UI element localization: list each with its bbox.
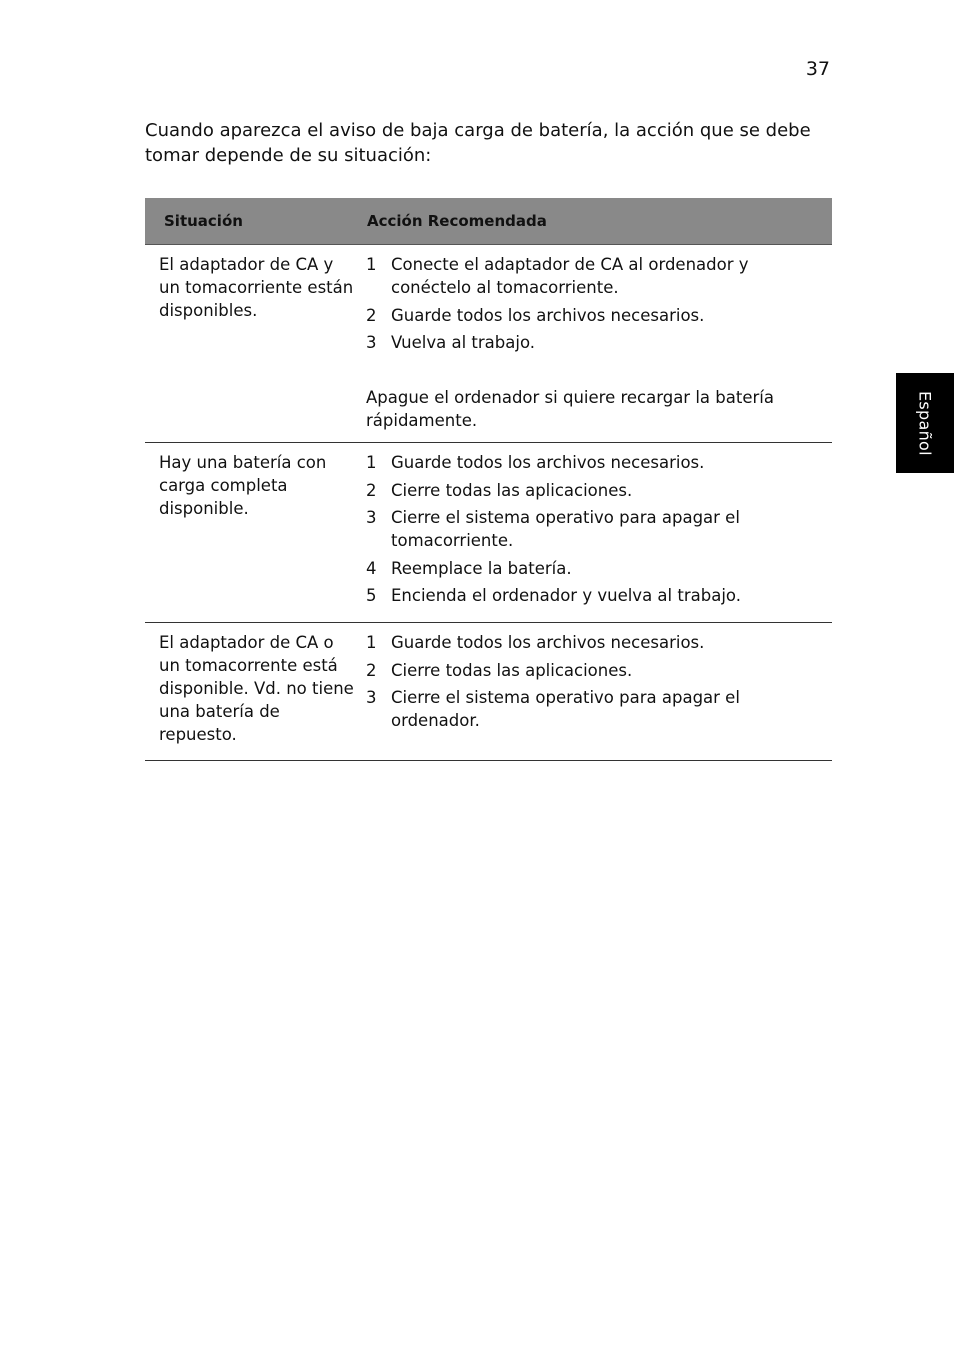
step-text: Cierre todas las aplicaciones.	[391, 660, 633, 680]
step-text: Guarde todos los archivos necesarios.	[391, 453, 705, 472]
step-item	[366, 304, 820, 327]
table-row	[145, 623, 832, 761]
step-number: 1	[366, 255, 377, 274]
header-action: Acción Recomendada	[367, 212, 547, 230]
step-item	[366, 451, 820, 474]
battery-action-table	[145, 198, 832, 761]
step-number: 2	[366, 480, 377, 500]
situation-cell: Hay una batería con carga completa disponible.	[159, 453, 327, 518]
step-item	[366, 557, 820, 580]
page-number: 37	[805, 58, 830, 80]
step-item	[366, 331, 820, 354]
step-number: 1	[366, 633, 377, 652]
steps-list	[366, 451, 820, 607]
header-situation: Situación	[164, 212, 243, 230]
step-number: 5	[366, 586, 377, 605]
step-number: 1	[366, 453, 377, 472]
step-item	[366, 631, 820, 654]
step-text: Conecte el adaptador de CA al ordenador y conéctelo al tomacorriente.	[391, 255, 749, 297]
step-text: Cierre todas las aplicaciones.	[391, 480, 633, 500]
step-number: 4	[366, 558, 377, 578]
step-item	[366, 479, 820, 502]
step-number: 2	[366, 305, 377, 325]
step-text: Cierre el sistema operativo para apagar el ordenador.	[391, 688, 740, 730]
action-cell	[366, 623, 832, 760]
step-text: Cierre el sistema operativo para apagar el tomacorriente.	[391, 508, 740, 550]
step-number: 3	[366, 688, 377, 707]
step-text: Encienda el ordenador y vuelva al trabajo.	[391, 586, 741, 605]
intro-paragraph: Cuando aparezca el aviso de baja carga de batería, la acción que se debe tomar depende de su situación:	[145, 120, 811, 166]
step-item	[366, 659, 820, 682]
step-number: 3	[366, 508, 377, 527]
step-item	[366, 584, 820, 607]
situation-cell: El adaptador de CA o un tomacorrente está disponible. Vd. no tiene una batería de repuesto.	[159, 633, 354, 744]
situation-cell: El adaptador de CA y un tomacorriente están disponibles.	[159, 255, 354, 320]
step-item	[366, 686, 820, 732]
language-tab	[896, 373, 954, 473]
step-text: Guarde todos los archivos necesarios.	[391, 633, 705, 652]
step-number: 3	[366, 333, 377, 352]
steps-list	[366, 631, 820, 732]
step-item	[366, 253, 820, 299]
step-text: Reemplace la batería.	[391, 558, 572, 578]
language-tab-label: Español	[915, 390, 935, 456]
action-cell	[366, 245, 832, 442]
table-header	[145, 198, 832, 245]
step-item	[366, 506, 820, 552]
step-number: 2	[366, 660, 377, 680]
action-cell	[366, 443, 832, 622]
steps-list	[366, 253, 820, 354]
step-text: Vuelva al trabajo.	[391, 333, 536, 352]
table-row	[145, 443, 832, 623]
action-note: Apague el ordenador si quiere recargar la batería rápidamente.	[366, 387, 774, 430]
table-row	[145, 245, 832, 443]
step-text: Guarde todos los archivos necesarios.	[391, 305, 705, 325]
